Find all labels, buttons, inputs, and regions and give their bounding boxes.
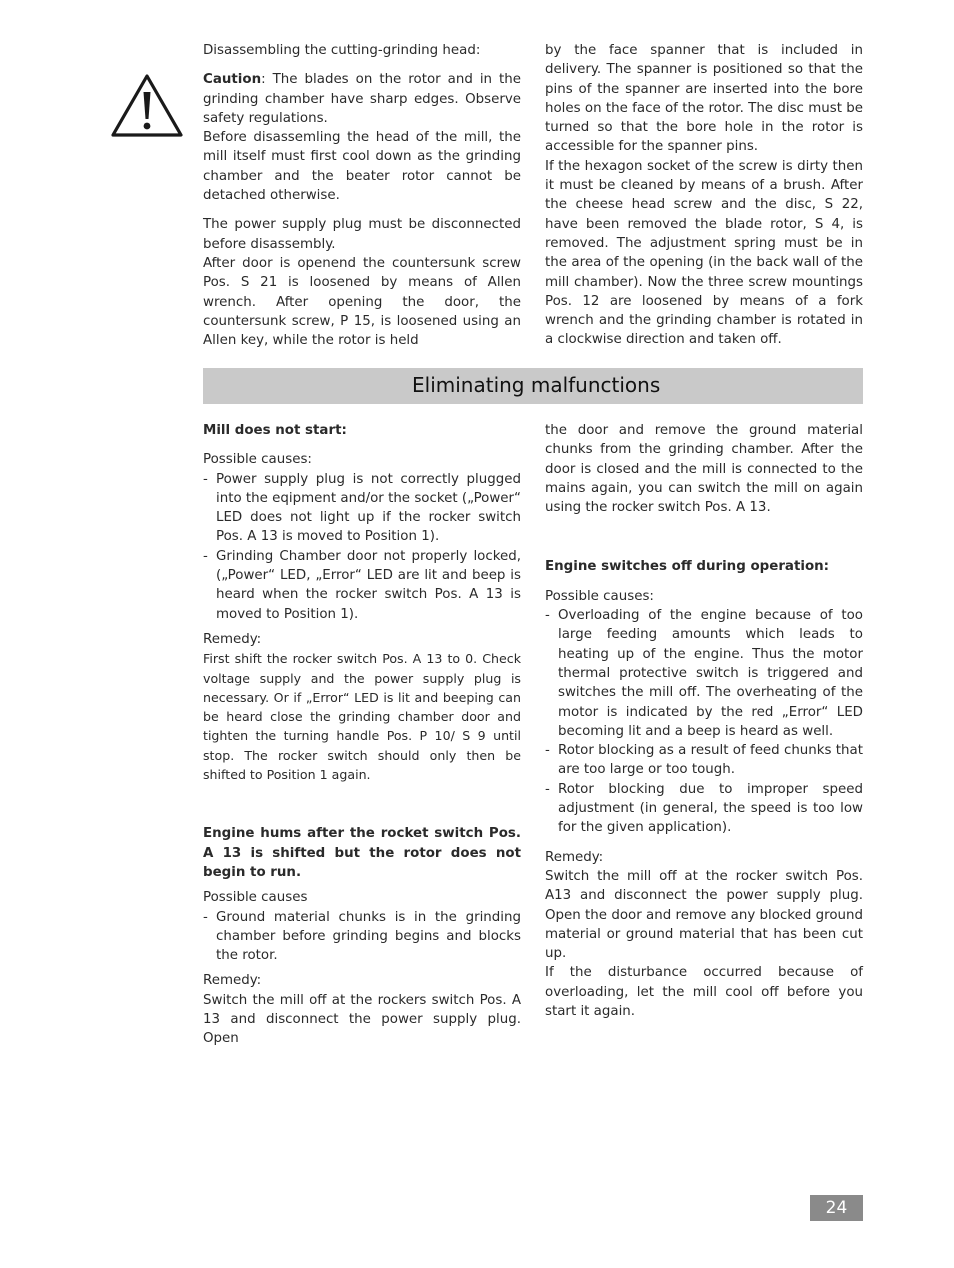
mill-not-start-remedy-label: Remedy: [203, 631, 262, 647]
section-banner [203, 368, 863, 404]
engine-off-remedy-text-2: If the disturbance occurred because of overloading, let the mill cool off before you start it again. [545, 965, 863, 1020]
section1-right-paragraph-2: If the hexagon socket of the screw is dirty then it must be cleaned by means of a brush. After the cheese head screw and the disc, S 22, have been removed the blade rotor, S 4, is removed. The adjustment spring must be in the area of the opening (in the back wall of the mill chamber). Now the three screw mountings Pos. 12 are loosened by means of a fork wrench and the grinding chamber is rotated in a clockwise direction and taken off. [545, 158, 863, 348]
list-item: - Rotor blocking as a result of feed chunks that are too large or too tough. [545, 741, 863, 780]
page-number: 24 [810, 1195, 863, 1221]
engine-off-remedy-text: Switch the mill off at the rocker switch Pos. A13 and disconnect the power supply plug. Open the door and remove any blocked ground material or ground material that has been cut up. [545, 868, 863, 962]
malfunctions-right-column [545, 421, 863, 1021]
mill-not-start-heading: Mill does not start: [203, 423, 347, 438]
section1-right-column [545, 41, 863, 350]
list-item: - Ground material chunks is in the grinding chamber before grinding begins and blocks the rotor. [203, 908, 521, 966]
engine-hums-causes-label: Possible causes [203, 890, 308, 906]
caution-paragraph [203, 70, 521, 128]
list-item: - Power supply plug is not correctly plugged into the eqipment and/or the socket („Power“ LED does not light up if the rocker switch Pos. A 13 is moved to Position 1). [203, 470, 521, 547]
banner-title: Eliminating malfunctions [412, 373, 661, 397]
engine-hums-causes-list [203, 908, 521, 966]
section1-paragraph-1: Before disassemling the head of the mill, the mill itself must first cool down as the grinding chamber and the beater rotor cannot be detached otherwise. [203, 130, 521, 204]
mill-not-start-remedy-text: First shift the rocker switch Pos. A 13 to 0. Check voltage supply and the power supply plug is necessary. Or if „Error“ LED is lit and beeping can be heard close the grinding chamber door and tighten the turning handle Pos. P 10/ S 9 until stop. The rocker switch should only then be shifted to Position 1 again. [203, 651, 521, 783]
mill-not-start-causes-list [203, 470, 521, 624]
engine-hums-remedy-text: Switch the mill off at the rockers switch Pos. A 13 and disconnect the power supply plug. Open [203, 992, 521, 1047]
engine-off-causes-list [545, 606, 863, 838]
engine-hums-remedy-continued: the door and remove the ground material chunks from the grinding chamber. After the door is closed and the mill is connected to the mains again, you can switch the mill on again using the rocker switch Pos. A 13. [545, 423, 863, 516]
section1-left-column [203, 41, 521, 350]
engine-off-remedy-label: Remedy: [545, 849, 604, 865]
mill-not-start-causes-label: Possible causes: [203, 452, 312, 468]
section1-right-paragraph-1: by the face spanner that is included in delivery. The spanner is positioned so that the pins of the spanner are inserted into the bore holes on the face of the rotor. The disc must be turned so that the bore hole in the rotor is accessible for the spanner pins. [545, 43, 863, 155]
engine-hums-remedy-label: Remedy: [203, 973, 262, 989]
list-item: - Rotor blocking due to improper speed adjustment (in general, the speed is too low for the given application). [545, 780, 863, 838]
caution-text: : The blades on the rotor and in the grinding chamber have sharp edges. Observe safety regulations. [203, 72, 521, 126]
list-item: - Overloading of the engine because of too large feeding amounts which leads to heating up of the engine. Thus the motor thermal protective switch is triggered and switches the mill off. The overheating of the motor is indicated by the red „Error“ LED becoming lit and a beep is heard as well. [545, 606, 863, 741]
section1-heading: Disassembling the cutting-grinding head: [203, 43, 481, 58]
list-item: - Grinding Chamber door not properly locked, („Power“ LED, „Error“ LED are lit and beep is heard when the rocker switch Pos. A 13 is moved to Position 1). [203, 547, 521, 624]
warning-triangle-icon [110, 72, 184, 138]
caution-label: Caution [203, 72, 262, 88]
engine-off-heading: Engine switches off during operation: [545, 559, 830, 575]
malfunctions-left-column [203, 421, 521, 1049]
section1-paragraph-3: After door is openend the countersunk screw Pos. S 21 is loosened by means of Allen wrench. After opening the door, the countersunk screw, P 15, is loosened using an Allen key, while the rotor is held [203, 255, 521, 349]
engine-hums-heading: Engine hums after the rocket switch Pos. A 13 is shifted but the rotor does not begin to run. [203, 826, 521, 880]
engine-off-causes-label: Possible causes: [545, 588, 654, 604]
section1-paragraph-2: The power supply plug must be disconnected before disassembly. [203, 217, 521, 252]
